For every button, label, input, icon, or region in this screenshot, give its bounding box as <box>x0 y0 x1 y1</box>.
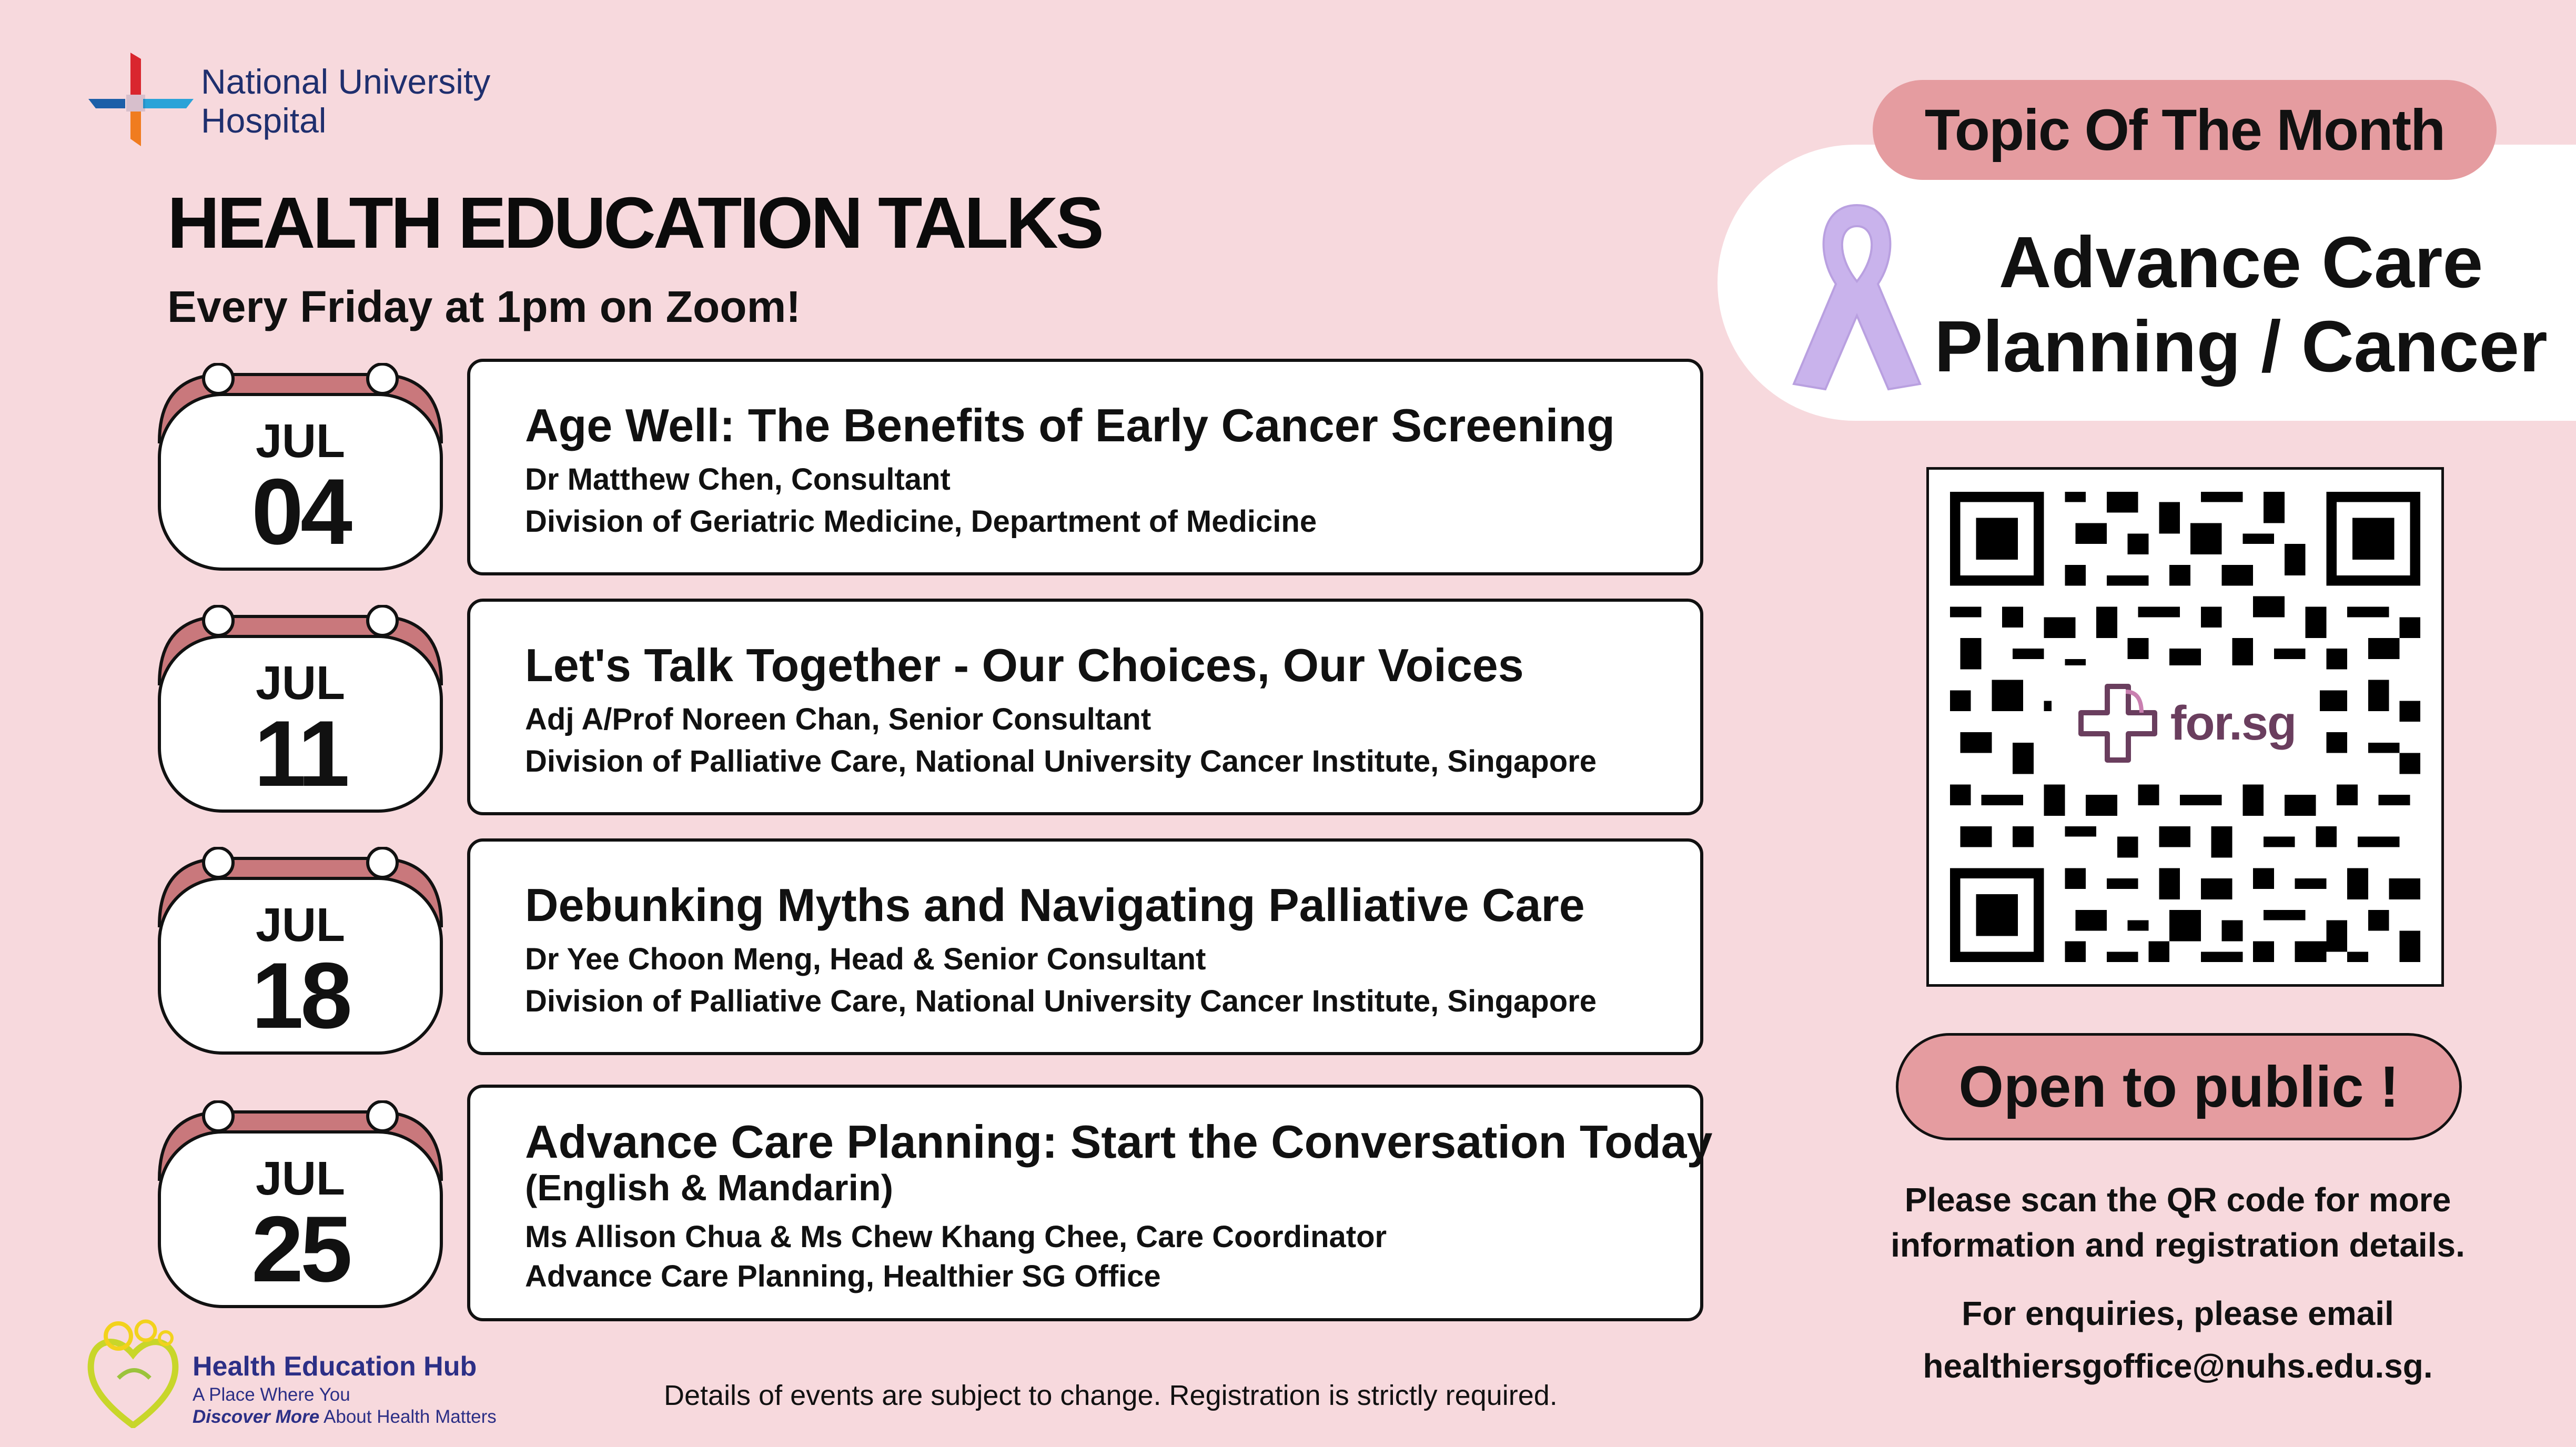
event-title: Advance Care Planning: Start the Conversation Today <box>525 1116 1713 1168</box>
page-title: HEALTH EDUCATION TALKS <box>167 183 1102 264</box>
event-title: Debunking Myths and Navigating Palliative Care <box>525 879 1585 931</box>
hub-tagline: A Place Where You <box>193 1384 350 1405</box>
scan-instruction-line1: Please scan the QR code for more <box>1904 1181 2451 1219</box>
event-card <box>467 1085 1713 1321</box>
event-month: JUL <box>255 1152 346 1205</box>
scan-instruction-line2: information and registration details. <box>1891 1226 2465 1264</box>
event-day: 11 <box>254 701 347 806</box>
calendar-date <box>155 363 446 573</box>
event-card <box>467 599 1703 815</box>
event-month: JUL <box>255 657 346 710</box>
event-month: JUL <box>255 899 346 952</box>
event-day: 04 <box>251 459 349 564</box>
awareness-ribbon-icon <box>1778 195 1936 394</box>
event-title: Let's Talk Together - Our Choices, Our Voices <box>525 639 1524 691</box>
disclaimer: Details of events are subject to change. Registration is strictly required. <box>664 1380 1558 1411</box>
enquiry-text: For enquiries, please email <box>1962 1294 2394 1332</box>
event-card <box>467 359 1703 575</box>
calendar-date <box>155 605 446 815</box>
event-title: Age Well: The Benefits of Early Cancer Screening <box>525 399 1615 451</box>
event-speaker: Ms Allison Chua & Ms Chew Khang Chee, Care Coordinator <box>525 1220 1387 1254</box>
health-education-hub-logo <box>87 1315 179 1428</box>
hub-tagline-rest: About Health Matters <box>319 1406 497 1427</box>
hub-tagline-emphasis: Discover More <box>193 1406 320 1427</box>
page-subtitle: Every Friday at 1pm on Zoom! <box>167 282 801 331</box>
event-speaker: Adj A/Prof Noreen Chan, Senior Consultant <box>525 702 1151 736</box>
event-day: 25 <box>251 1197 349 1301</box>
event-language: (English & Mandarin) <box>525 1167 893 1208</box>
calendar-date <box>155 1100 446 1311</box>
event-speaker: Dr Matthew Chen, Consultant <box>525 462 951 497</box>
nuh-logo <box>88 53 194 147</box>
organization-name <box>201 62 490 140</box>
event-department: Advance Care Planning, Healthier SG Office <box>525 1259 1161 1293</box>
event-department: Division of Palliative Care, National University Cancer Institute, Singapore <box>525 984 1597 1018</box>
event-day: 18 <box>251 943 349 1048</box>
open-to-public-badge: Open to public ! <box>1896 1033 2462 1140</box>
event-department: Division of Palliative Care, National University Cancer Institute, Singapore <box>525 744 1597 778</box>
event-card <box>467 838 1703 1055</box>
qr-badge-text: for.sg <box>2170 696 2296 750</box>
calendar-date <box>155 847 446 1057</box>
topic-title-line2: Planning / Cancer <box>1934 306 2548 387</box>
topic-title-line1: Advance Care <box>1998 222 2483 303</box>
enquiry-email-link[interactable]: healthiersgoffice@nuhs.edu.sg. <box>1923 1347 2433 1385</box>
event-speaker: Dr Yee Choon Meng, Head & Senior Consultant <box>525 942 1206 976</box>
event-department: Division of Geriatric Medicine, Department of Medicine <box>525 504 1317 539</box>
topic-label: Topic Of The Month <box>1873 80 2497 180</box>
healthier-sg-cross-icon <box>2076 681 2160 765</box>
org-name-line2: Hospital <box>201 101 327 140</box>
hub-tagline-2 <box>193 1406 497 1428</box>
hub-name: Health Education Hub <box>193 1351 477 1382</box>
org-name-line1: National University <box>201 62 491 101</box>
qr-center-badge <box>2052 665 2320 781</box>
event-month: JUL <box>255 415 346 468</box>
